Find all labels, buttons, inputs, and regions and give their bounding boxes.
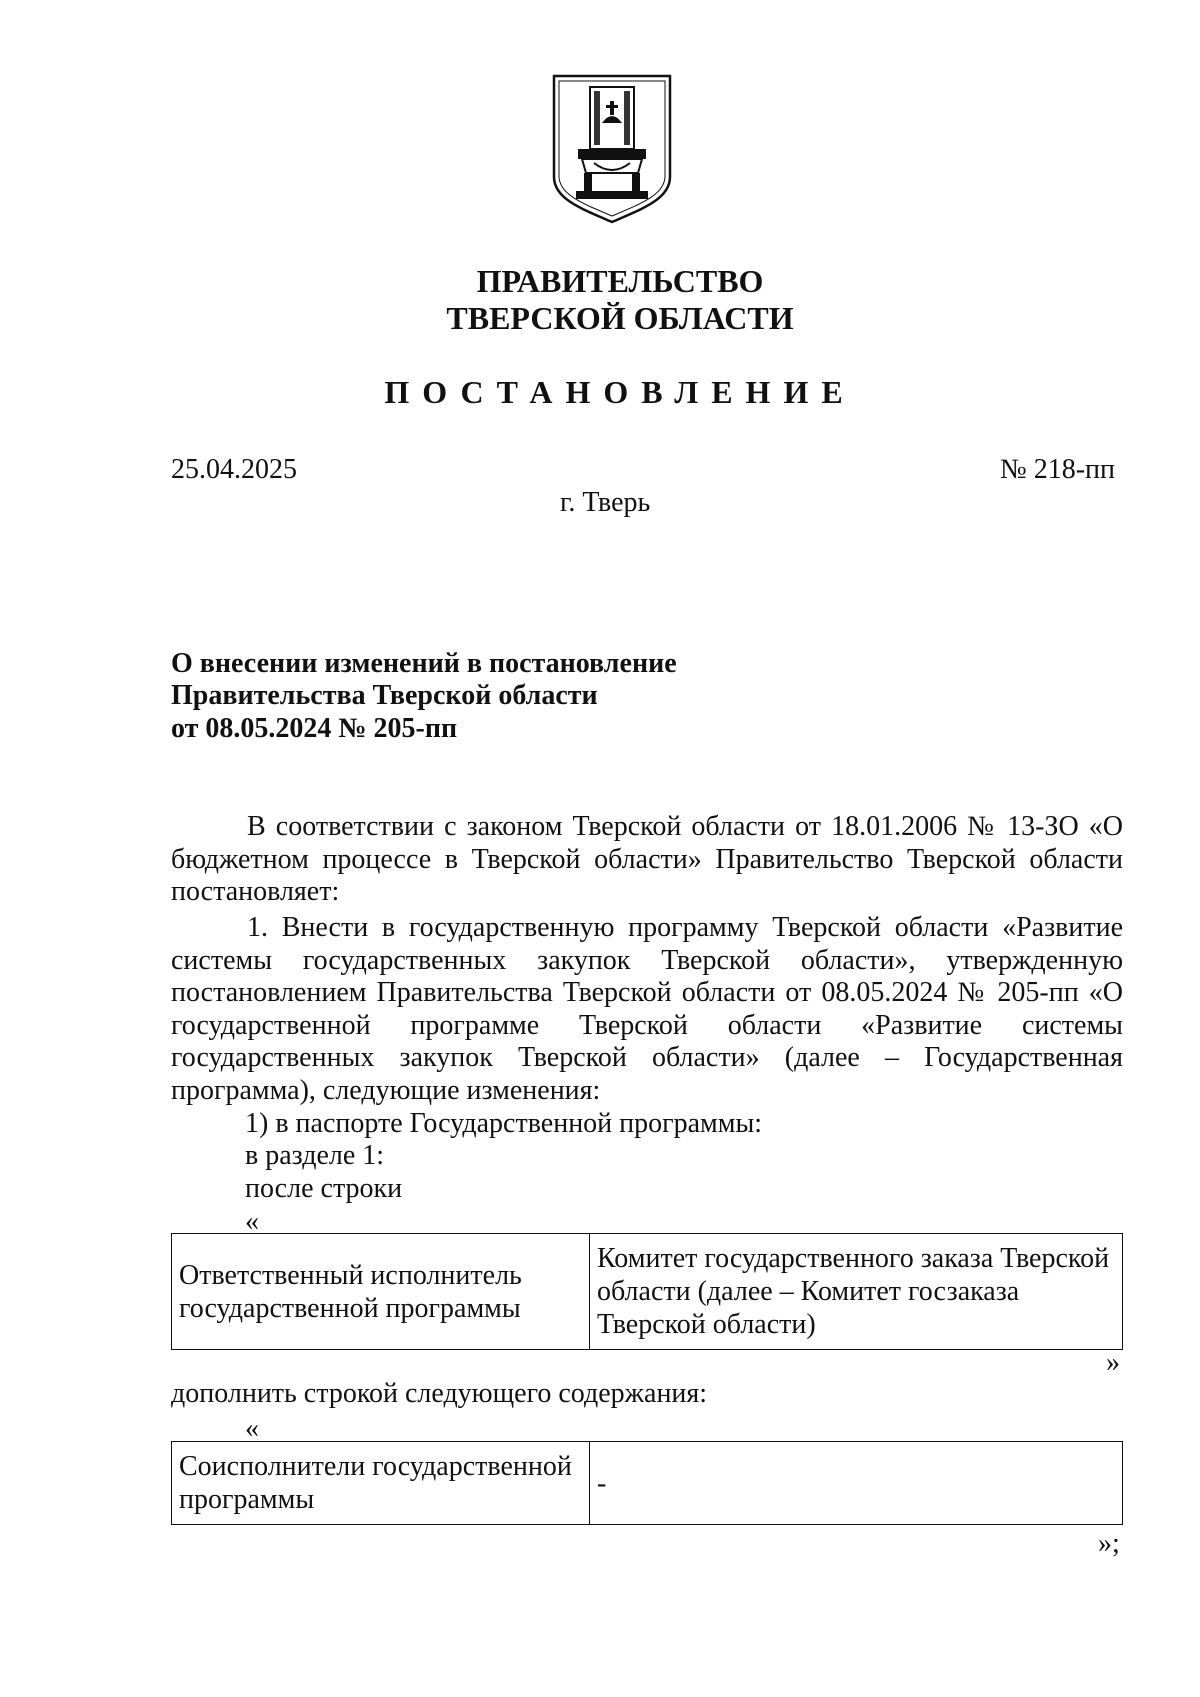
subject-line2: Правительства Тверской области — [171, 680, 598, 711]
after-row-line: после строки — [245, 1173, 403, 1204]
close-quote-end: »; — [1098, 1528, 1120, 1559]
coat-of-arms-emblem — [550, 73, 674, 225]
intro-paragraph: В соответствии с законом Тверской области от 18.01.2006 № 13-ЗО «О бюджетном процессе в Тверской области» Правительство Тверской области постановляет: — [171, 811, 1123, 907]
document-type: ПОСТАНОВЛЕНИЕ — [384, 374, 856, 410]
table-new-row — [171, 1441, 1123, 1525]
table-cell-label: Соисполнители государственной программы — [172, 1442, 590, 1525]
supplement-line: дополнить строкой следующего содержания: — [171, 1378, 708, 1409]
item1-paragraph: 1. Внести в государственную программу Тверской области «Развитие системы государственных закупок Тверской области», утвержденную постановлением Правительства Тверской области от 08.05.2024 № 205-пп «О государственной программе Тверской области «Развитие системы государственных закупок Тверской области» (далее – Государственная программа), следующие изменения: — [171, 912, 1123, 1106]
close-quote-1: » — [1106, 1347, 1120, 1378]
table-existing-row — [171, 1233, 1123, 1350]
table-cell-label: Ответственный исполнитель государственной программы — [172, 1234, 590, 1350]
table-cell-value: - — [590, 1442, 1123, 1525]
org-name-line1: ПРАВИТЕЛЬСТВО — [476, 263, 764, 299]
document-city: г. Тверь — [560, 487, 651, 518]
open-quote-1: « — [245, 1206, 259, 1237]
table-row — [172, 1442, 1123, 1525]
document-number: № 218-пп — [999, 454, 1115, 485]
org-name-line2: ТВЕРСКОЙ ОБЛАСТИ — [446, 300, 794, 336]
table-cell-value: Комитет государственного заказа Тверской области (далее – Комитет госзаказа Тверской области) — [590, 1234, 1123, 1350]
table-row — [172, 1234, 1123, 1350]
document-date: 25.04.2025 — [171, 454, 297, 485]
subject-line1: О внесении изменений в постановление — [171, 648, 677, 679]
open-quote-2: « — [245, 1413, 259, 1444]
section-line: в разделе 1: — [245, 1140, 385, 1171]
subitem-1: 1) в паспорте Государственной программы: — [245, 1108, 763, 1139]
subject-line3: от 08.05.2024 № 205-пп — [171, 713, 458, 744]
